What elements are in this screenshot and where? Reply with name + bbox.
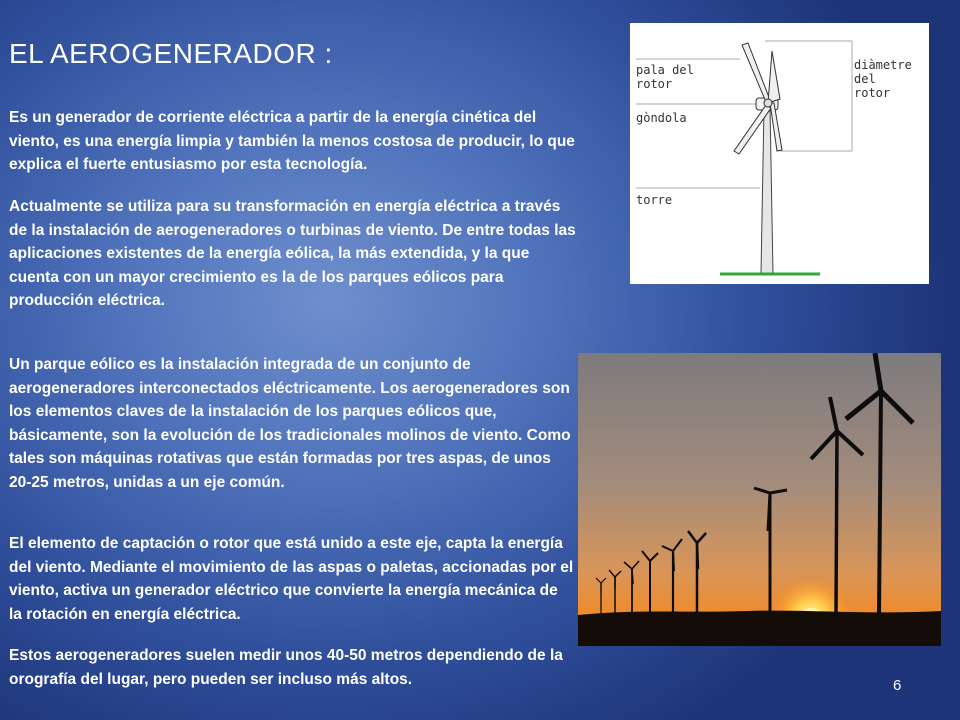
wind-farm-sunset-photo (578, 353, 941, 646)
paragraph-height: Estos aerogeneradores suelen medir unos 40-50 metros dependiendo de la orografía del lugar, pero pueden ser incluso más altos. (9, 647, 563, 688)
label-rotor-diameter: diàmetre del rotor (854, 58, 912, 100)
paragraph-definition: Es un generador de corriente eléctrica a partir de la energía cinética del viento, es una energía limpia y también la menos costosa de producir, lo que explica el fuerte entusiasmo por esta tecnología. (9, 109, 575, 173)
paragraph-rotor: El elemento de captación o rotor que está unido a este eje, capta la energía del viento. Mediante el movimiento de las aspas o paletas, accionadas por el viento, activa un generador eléctrico que convierte la energía mecánica de la rotación en energía eléctrica. (9, 535, 574, 623)
paragraph-wind-farm: Un parque eólico es la instalación integrada de un conjunto de aerogeneradores interconectados eléctricamente. Los aerogeneradores son los elementos claves de la instalación de los parques eólicos que, básicamente, son la evolución de los tradicionales molinos de viento. Como tales son máquinas rotativas que están formadas por tres aspas, de unos 20-25 metros, unidas a un eje común. (9, 356, 571, 491)
label-tower: torre (636, 193, 673, 207)
paragraph-current-use: Actualmente se utiliza para su transformación en energía eléctrica a través de la instalación de aerogeneradores o turbinas de viento. De entre todas las aplicaciones existentes de la energía eólica, la más extendida, y la que cuenta con un mayor crecimiento es la de los parques eólicos para producción eléctrica. (9, 198, 576, 309)
label-rotor-blade: pala del rotor (636, 63, 694, 91)
page-number: 6 (893, 677, 902, 694)
slide-title: EL AEROGENERADOR : (9, 38, 333, 69)
wind-turbine-diagram (630, 23, 929, 284)
wind-farm-image (578, 353, 941, 646)
label-nacelle: gòndola (636, 111, 687, 125)
